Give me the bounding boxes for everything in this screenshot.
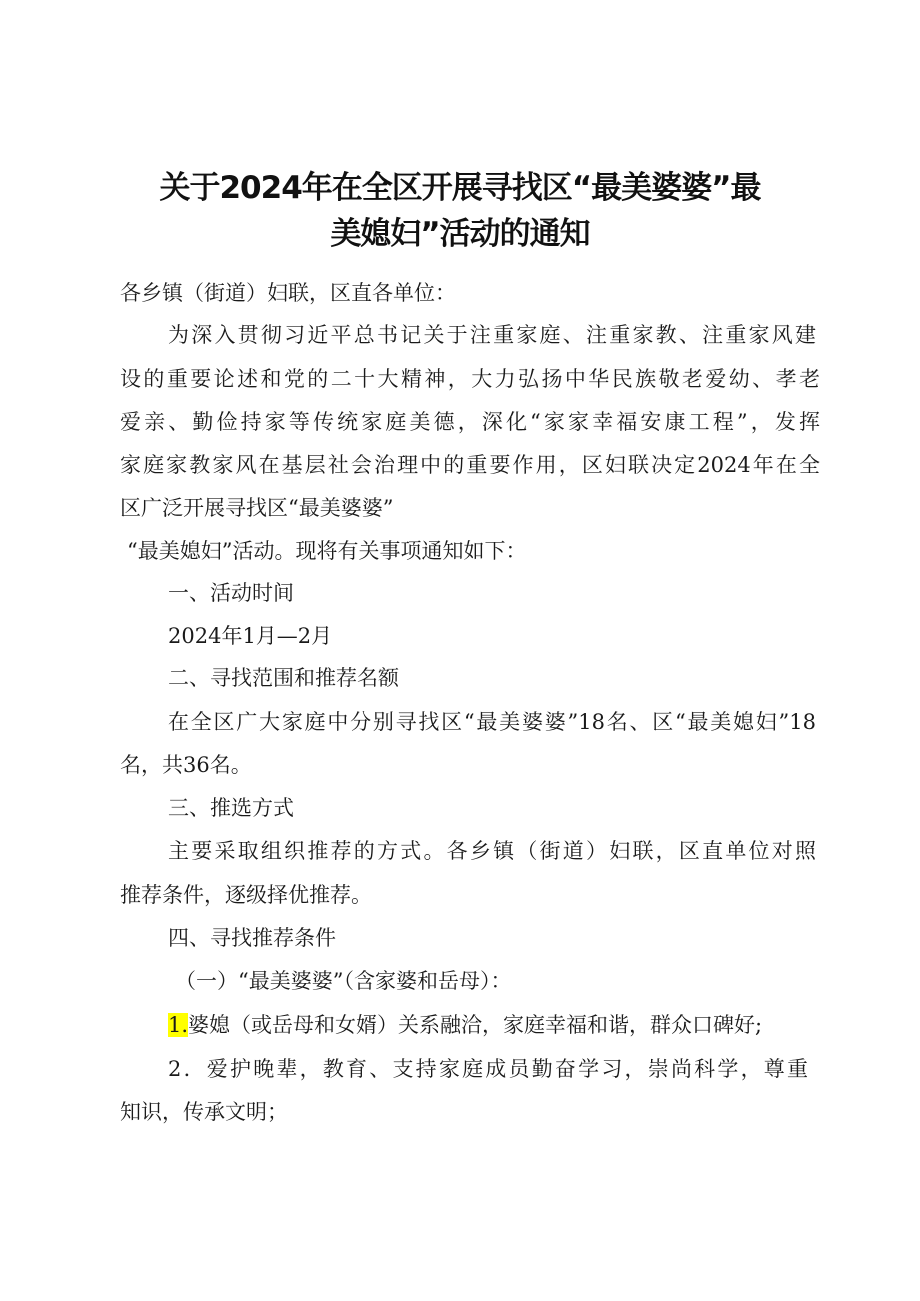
section-1-text: 2024年1月—2月 xyxy=(168,624,333,648)
section-1-heading: 一、活动时间 xyxy=(168,581,294,605)
item-1 xyxy=(168,1010,762,1040)
section-3-heading: 三、推选方式 xyxy=(168,796,294,820)
document-title-line-1: 关于2024年在全区开展寻找区“最美婆婆”最 xyxy=(159,170,761,206)
intro-line-2: 设的重要论述和党的二十大精神，大力弘扬中华民族敬老爱幼、孝老 xyxy=(120,367,820,391)
item-1-text: 婆媳（或岳母和女婿）关系融洽，家庭幸福和谐，群众口碑好; xyxy=(188,1013,763,1037)
section-3-line-1: 主要采取组织推荐的方式。各乡镇（街道）妇联，区直单位对照 xyxy=(168,839,816,863)
intro-line-1: 为深入贯彻习近平总书记关于注重家庭、注重家教、注重家风建 xyxy=(168,323,816,347)
item-2-line-2: 知识，传承文明； xyxy=(120,1100,288,1124)
document-title-line-2: 美媳妇”活动的通知 xyxy=(330,216,590,252)
section-2-line-1: 在全区广大家庭中分别寻找区“最美婆婆”18名、区“最美媳妇”18 xyxy=(168,710,816,734)
section-2-heading: 二、寻找范围和推荐名额 xyxy=(168,666,399,690)
greeting: 各乡镇（街道）妇联，区直各单位： xyxy=(120,281,456,305)
intro-line-3: 爱亲、勤俭持家等传统家庭美德，深化“家家幸福安康工程”，发挥 xyxy=(120,410,820,434)
section-3-line-2: 推荐条件，逐级择优推荐。 xyxy=(120,883,372,907)
item-1-number: 1. xyxy=(168,1013,189,1037)
section-4-subheading-1: （一）“最美婆婆”（含家婆和岳母）： xyxy=(175,969,512,993)
item-2-line-1: 2．爱护晚辈，教育、支持家庭成员勤奋学习，崇尚科学，尊重 xyxy=(168,1057,808,1081)
intro-line-4: 家庭家教家风在基层社会治理中的重要作用，区妇联决定2024年在全 xyxy=(120,453,820,477)
intro-line-6: “最美媳妇”活动。现将有关事项通知如下： xyxy=(127,539,527,563)
section-4-heading: 四、寻找推荐条件 xyxy=(168,926,336,950)
section-2-line-2: 名，共36名。 xyxy=(120,753,252,777)
intro-line-5: 区广泛开展寻找区“最美婆婆” xyxy=(120,496,394,520)
